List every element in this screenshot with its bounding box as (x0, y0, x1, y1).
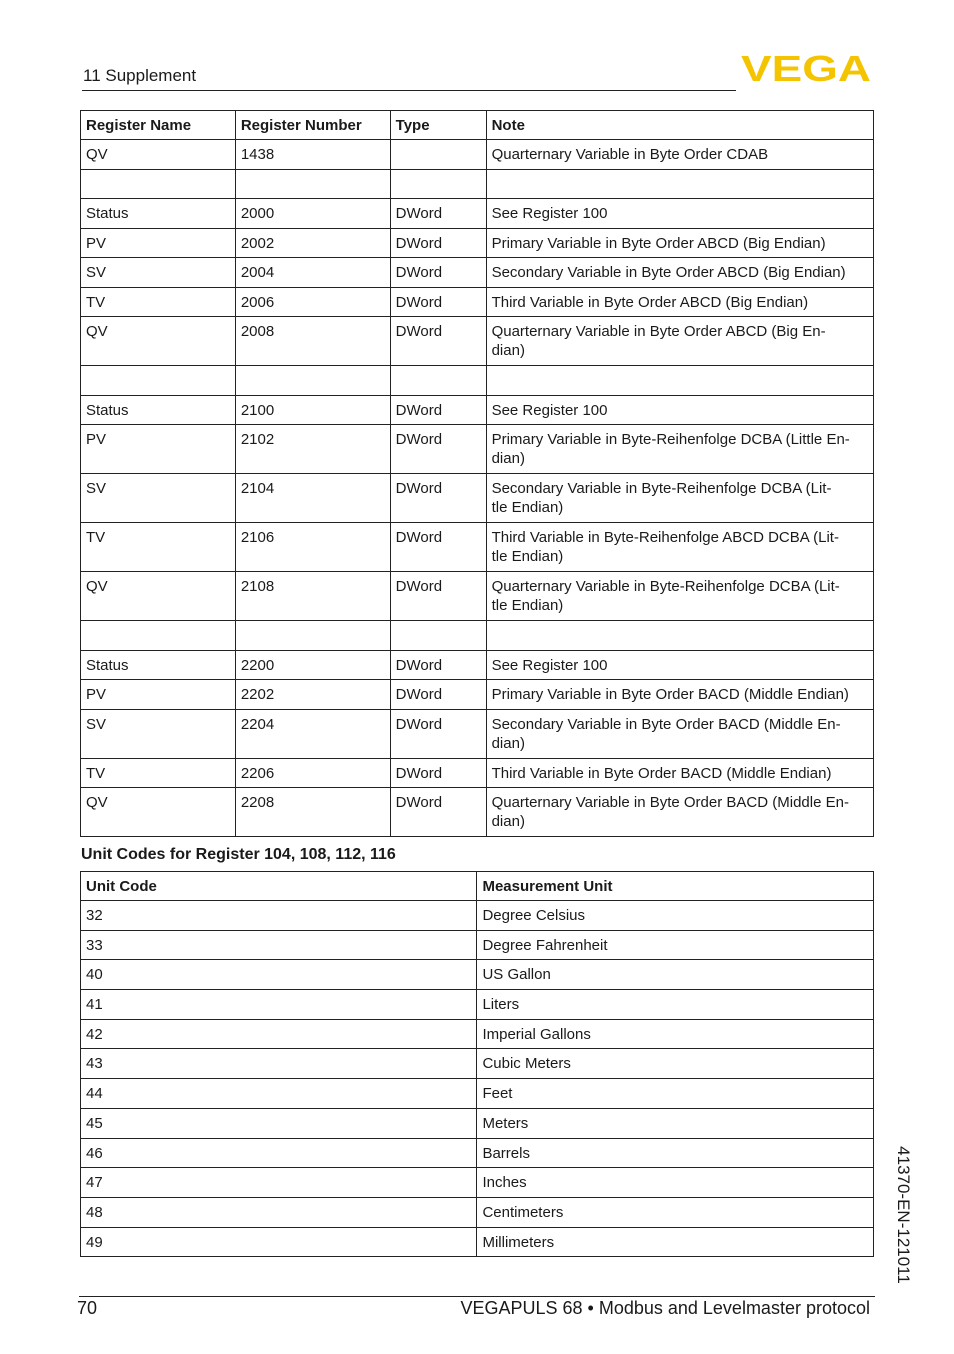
table-cell (81, 169, 236, 199)
table-row (81, 930, 874, 960)
table-cell: Imperial Gallons (477, 1019, 874, 1049)
svg-text:VEGA: VEGA (741, 52, 871, 84)
table-cell: Quarternary Variable in Byte Order BACD (Middle En- dian) (486, 788, 873, 837)
table-cell: Secondary Variable in Byte Order ABCD (Big Endian) (486, 258, 873, 288)
table-row (81, 1079, 874, 1109)
table-row (81, 366, 874, 396)
table-header-row (81, 111, 874, 140)
table-cell: SV (81, 474, 236, 523)
table-row (81, 572, 874, 621)
table-cell: Degree Celsius (477, 901, 874, 931)
table-cell: Quarternary Variable in Byte Order ABCD (Big En- dian) (486, 317, 873, 366)
table-cell: DWord (390, 425, 486, 474)
table-row (81, 1019, 874, 1049)
table-cell (235, 169, 390, 199)
column-header: Measurement Unit (477, 872, 874, 901)
table-cell (81, 621, 236, 651)
table-cell: Third Variable in Byte Order BACD (Middle Endian) (486, 758, 873, 788)
table-row (81, 709, 874, 758)
table-cell: Status (81, 199, 236, 229)
table-cell: 2102 (235, 425, 390, 474)
table-cell: 33 (81, 930, 477, 960)
table-cell: Centimeters (477, 1197, 874, 1227)
table-header-row (81, 872, 874, 901)
table-cell: DWord (390, 709, 486, 758)
table-cell: 49 (81, 1227, 477, 1257)
table-cell: 2204 (235, 709, 390, 758)
unit-code-table (80, 871, 874, 1257)
table-row (81, 788, 874, 837)
table-cell: 2106 (235, 523, 390, 572)
table-cell: 40 (81, 960, 477, 990)
table-cell (81, 366, 236, 396)
table-cell: 2200 (235, 650, 390, 680)
table-cell: Quarternary Variable in Byte-Reihenfolge DCBA (Lit- tle Endian) (486, 572, 873, 621)
unit-codes-heading: Unit Codes for Register 104, 108, 112, 116 (81, 846, 396, 863)
table-row (81, 199, 874, 229)
table-cell: Liters (477, 990, 874, 1020)
table-cell: See Register 100 (486, 650, 873, 680)
table-cell: QV (81, 140, 236, 170)
table-cell: 2100 (235, 395, 390, 425)
footer-divider (79, 1296, 875, 1297)
table-cell: SV (81, 258, 236, 288)
table-cell: 42 (81, 1019, 477, 1049)
table-row (81, 990, 874, 1020)
table-cell: DWord (390, 680, 486, 710)
table-cell: Status (81, 650, 236, 680)
table-cell: DWord (390, 474, 486, 523)
table-cell: DWord (390, 650, 486, 680)
table-cell: 47 (81, 1168, 477, 1198)
table-row (81, 621, 874, 651)
table-cell: DWord (390, 258, 486, 288)
table-cell (235, 621, 390, 651)
table-row (81, 1168, 874, 1198)
table-row (81, 258, 874, 288)
table-cell (390, 140, 486, 170)
table-cell: Millimeters (477, 1227, 874, 1257)
table-row (81, 680, 874, 710)
table-cell: 2006 (235, 287, 390, 317)
table-cell: DWord (390, 228, 486, 258)
column-header: Unit Code (81, 872, 477, 901)
table-cell: Third Variable in Byte Order ABCD (Big Endian) (486, 287, 873, 317)
table-cell: 2004 (235, 258, 390, 288)
table-cell: Barrels (477, 1138, 874, 1168)
column-header: Type (390, 111, 486, 140)
table-cell: US Gallon (477, 960, 874, 990)
table-row (81, 425, 874, 474)
table-row (81, 228, 874, 258)
table-cell: 2000 (235, 199, 390, 229)
table-cell (486, 169, 873, 199)
table-cell: Third Variable in Byte-Reihenfolge ABCD DCBA (Lit- tle Endian) (486, 523, 873, 572)
table-cell: Cubic Meters (477, 1049, 874, 1079)
table-cell: QV (81, 317, 236, 366)
table-cell: Meters (477, 1108, 874, 1138)
table-cell: 2206 (235, 758, 390, 788)
table-cell: Feet (477, 1079, 874, 1109)
table-cell: DWord (390, 317, 486, 366)
table-cell: Primary Variable in Byte Order BACD (Middle Endian) (486, 680, 873, 710)
vega-logo (741, 52, 873, 84)
table-cell: 2008 (235, 317, 390, 366)
table-cell: DWord (390, 395, 486, 425)
table-cell (390, 169, 486, 199)
table-cell: DWord (390, 788, 486, 837)
table-row (81, 1227, 874, 1257)
document-code-text: 41370-EN-121011 (894, 1146, 913, 1284)
table-cell: Secondary Variable in Byte Order BACD (Middle En- dian) (486, 709, 873, 758)
table-cell: PV (81, 228, 236, 258)
table-row (81, 1138, 874, 1168)
table-cell: 2108 (235, 572, 390, 621)
header-divider (82, 90, 736, 91)
table-cell: QV (81, 788, 236, 837)
table-cell: 2002 (235, 228, 390, 258)
table-cell: PV (81, 425, 236, 474)
table-row (81, 650, 874, 680)
document-title: VEGAPULS 68 • Modbus and Levelmaster protocol (460, 1298, 870, 1318)
column-header: Register Name (81, 111, 236, 140)
table-cell: Status (81, 395, 236, 425)
column-header: Note (486, 111, 873, 140)
table-cell: 32 (81, 901, 477, 931)
column-header: Register Number (235, 111, 390, 140)
table-cell: SV (81, 709, 236, 758)
table-cell: Inches (477, 1168, 874, 1198)
table-cell (390, 366, 486, 396)
table-cell: DWord (390, 287, 486, 317)
table-cell: 2208 (235, 788, 390, 837)
table-cell: 2104 (235, 474, 390, 523)
table-row (81, 317, 874, 366)
table-row (81, 901, 874, 931)
table-cell: DWord (390, 758, 486, 788)
register-table (80, 110, 874, 837)
table-cell: DWord (390, 199, 486, 229)
table-row (81, 1108, 874, 1138)
table-cell: 46 (81, 1138, 477, 1168)
table-cell: TV (81, 287, 236, 317)
page-number: 70 (77, 1298, 98, 1318)
table-row (81, 169, 874, 199)
table-cell: See Register 100 (486, 199, 873, 229)
table-cell: TV (81, 523, 236, 572)
table-cell: 44 (81, 1079, 477, 1109)
table-row (81, 1197, 874, 1227)
table-row (81, 287, 874, 317)
table-row (81, 523, 874, 572)
table-cell: Primary Variable in Byte-Reihenfolge DCBA (Little En- dian) (486, 425, 873, 474)
table-cell: Quarternary Variable in Byte Order CDAB (486, 140, 873, 170)
table-cell (486, 366, 873, 396)
table-cell: Secondary Variable in Byte-Reihenfolge DCBA (Lit- tle Endian) (486, 474, 873, 523)
table-cell: QV (81, 572, 236, 621)
table-cell: 45 (81, 1108, 477, 1138)
table-cell (235, 366, 390, 396)
table-cell (390, 621, 486, 651)
table-cell: DWord (390, 523, 486, 572)
table-cell: 48 (81, 1197, 477, 1227)
table-row (81, 960, 874, 990)
table-row (81, 1049, 874, 1079)
table-cell: See Register 100 (486, 395, 873, 425)
table-cell: 43 (81, 1049, 477, 1079)
table-row (81, 140, 874, 170)
table-cell: 41 (81, 990, 477, 1020)
table-row (81, 474, 874, 523)
document-code (893, 1140, 913, 1290)
section-title: 11 Supplement (83, 66, 197, 85)
table-cell (486, 621, 873, 651)
table-cell: 1438 (235, 140, 390, 170)
table-cell: DWord (390, 572, 486, 621)
table-cell: PV (81, 680, 236, 710)
table-cell: 2202 (235, 680, 390, 710)
table-cell: Degree Fahrenheit (477, 930, 874, 960)
table-cell: TV (81, 758, 236, 788)
table-row (81, 758, 874, 788)
table-cell: Primary Variable in Byte Order ABCD (Big Endian) (486, 228, 873, 258)
table-row (81, 395, 874, 425)
